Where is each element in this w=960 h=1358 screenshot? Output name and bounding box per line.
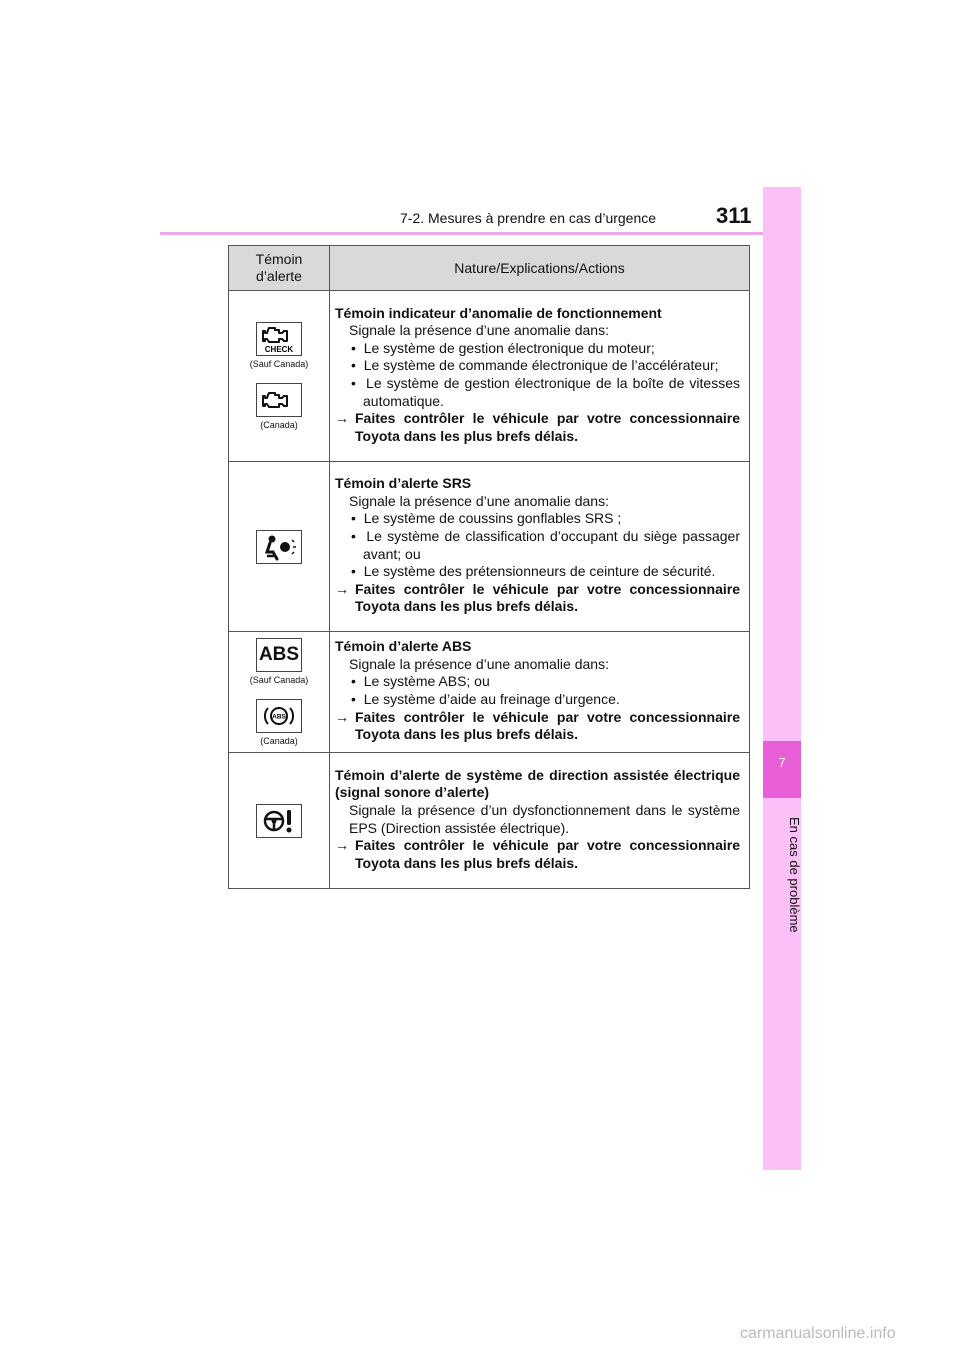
steering-warning-icon — [256, 804, 302, 838]
arrow-icon: → — [335, 410, 349, 427]
icon-cell — [229, 753, 330, 889]
row-intro: Signale la présence d’un dysfonctionnement dans le système EPS (Direction assistée électrique). — [349, 801, 740, 836]
arrow-icon: → — [335, 837, 349, 854]
abs-circle-icon — [256, 699, 302, 733]
column-header-icon-line1: Témoin — [255, 251, 303, 267]
action-text: → Faites contrôler le véhicule par votre concessionnaire Toyota dans les plus brefs délais. — [335, 708, 740, 743]
bullet-item: • Le système de classification d’occupant du siège passager avant; ou — [351, 527, 740, 562]
bullet-item: • Le système des prétensionneurs de ceinture de sécurité. — [351, 563, 716, 580]
action-text: → Faites contrôler le véhicule par votre concessionnaire Toyota dans les plus brefs délais. — [335, 410, 740, 444]
icon-caption: (Sauf Canada) — [249, 675, 309, 685]
table-header-row — [229, 246, 750, 291]
column-header-icon-line2: d’alerte — [256, 268, 302, 284]
icon-caption: (Sauf Canada) — [249, 359, 309, 369]
bullet-item: • Le système de coussins gonflables SRS ; — [351, 510, 622, 527]
watermark: carmanualsonline.info — [740, 1325, 896, 1342]
check-engine-icon — [256, 322, 302, 356]
row-subtitle: (signal sonore d’alerte) — [335, 784, 490, 801]
table-row — [229, 291, 750, 462]
header-rule — [160, 232, 800, 235]
icon-caption: (Canada) — [260, 420, 298, 430]
row-intro: Signale la présence d’une anomalie dans: — [349, 655, 609, 672]
warning-light-table — [228, 245, 750, 889]
table-row — [229, 462, 750, 632]
row-title: Témoin d’alerte ABS — [335, 638, 472, 655]
side-tab-label: En cas de problème — [787, 817, 802, 933]
bullet-item: • Le système ABS; ou — [351, 673, 490, 690]
icon-cell — [229, 291, 330, 462]
row-title: Témoin indicateur d’anomalie de fonctionnement — [335, 304, 662, 321]
action-text: → Faites contrôler le véhicule par votre concessionnaire Toyota dans les plus brefs délais. — [335, 837, 740, 871]
airbag-icon — [256, 530, 302, 564]
table-row — [229, 632, 750, 753]
icon-cell — [229, 462, 330, 632]
abs-icon: ABS — [256, 638, 302, 672]
column-header-text: Nature/Explications/Actions — [330, 246, 750, 291]
check-icon-label: CHECK — [264, 345, 294, 354]
row-intro: Signale la présence d’une anomalie dans: — [349, 492, 609, 509]
arrow-icon: → — [335, 708, 349, 725]
table-row — [229, 753, 750, 889]
page-number: 311 — [716, 203, 752, 228]
icon-caption: (Canada) — [260, 736, 298, 746]
side-tab — [763, 187, 801, 1170]
icon-cell — [229, 632, 330, 753]
bullet-item: • Le système de gestion électronique du moteur; — [351, 339, 655, 356]
engine-icon — [256, 383, 302, 417]
text-cell — [330, 462, 750, 632]
text-cell — [330, 632, 750, 753]
bullet-item: • Le système d’aide au freinage d’urgence. — [351, 691, 620, 707]
row-intro: Signale la présence d’une anomalie dans: — [349, 322, 609, 339]
bullet-item: • Le système de commande électronique de l’accélérateur; — [351, 357, 719, 374]
text-cell — [330, 291, 750, 462]
side-tab-chapter[interactable]: 7 — [763, 741, 801, 798]
bullet-item: • Le système de gestion électronique de la boîte de vitesses automatique. — [351, 375, 740, 409]
abs-circle-label: ABS — [272, 713, 286, 721]
action-text: → Faites contrôler le véhicule par votre concessionnaire Toyota dans les plus brefs délais. — [335, 580, 740, 615]
arrow-icon: → — [335, 580, 349, 597]
text-cell — [330, 753, 750, 889]
section-title: 7-2. Mesures à prendre en cas d’urgence — [400, 210, 657, 226]
row-title: Témoin d’alerte de système de direction assistée électrique — [335, 766, 740, 783]
row-title: Témoin d’alerte SRS — [335, 475, 472, 492]
column-header-icon — [229, 246, 330, 291]
